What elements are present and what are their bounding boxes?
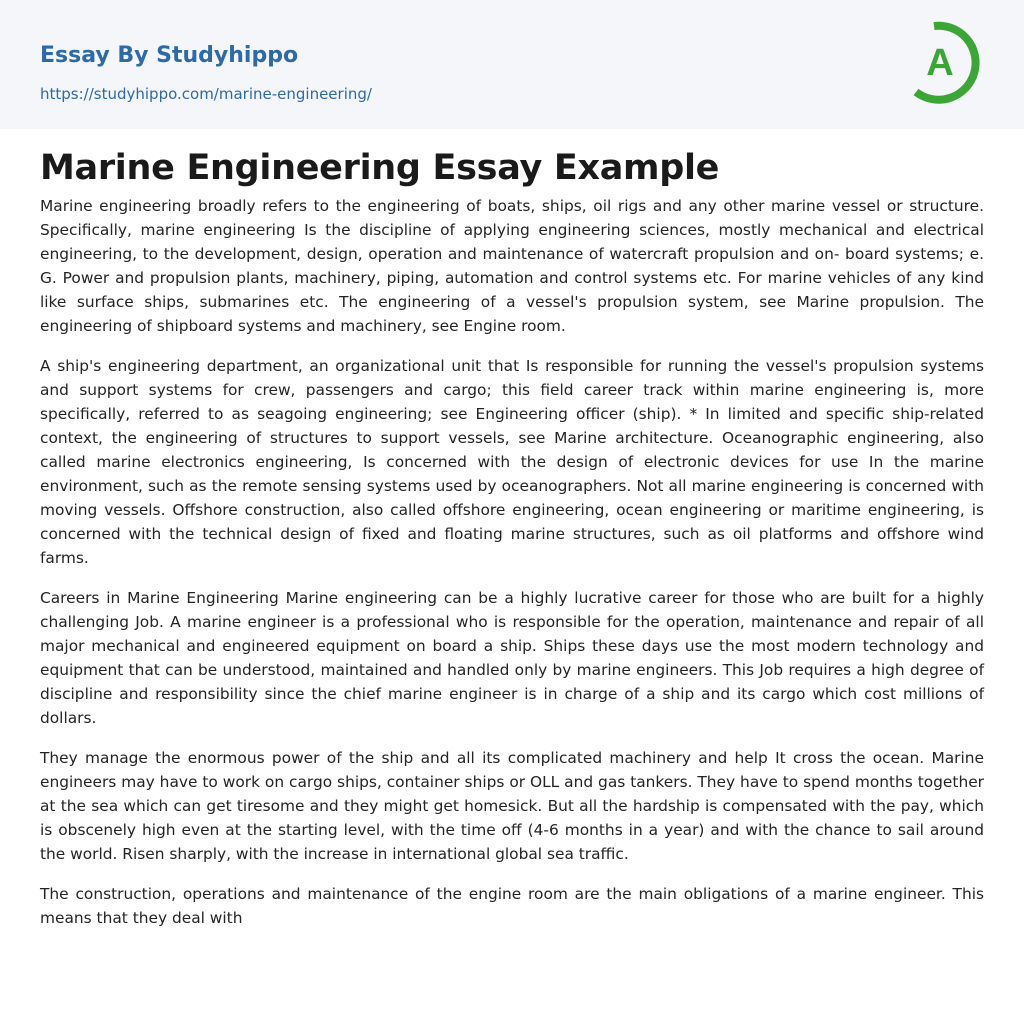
page-url-link[interactable]: https://studyhippo.com/marine-engineering/ (40, 85, 372, 103)
essay-body (40, 194, 984, 946)
page-title: Marine Engineering Essay Example (40, 148, 720, 188)
essay-paragraph: The construction, operations and maintenance of the engine room are the main obligations of a marine engineer. This means that they deal with (40, 885, 984, 927)
essay-paragraph: Careers in Marine Engineering Marine engineering can be a highly lucrative career for those who are built for a highly challenging Job. A marine engineer is a professional who is responsible for the operation, maintenance and repair of all major mechanical and engineered equipment on board a ship. Ships these days use the most modern technology and equipment that can be understood, maintained and handled only by marine engineers. This Job requires a high degree of discipline and responsibility since the chief marine engineer is in charge of a ship and its cargo which cost millions of dollars. (40, 589, 984, 727)
studyhippo-logo-icon[interactable] (904, 18, 988, 106)
essay-paragraph: A ship's engineering department, an organizational unit that Is responsible for running the vessel's propulsion systems and support systems for crew, passengers and cargo; this field career track within marine engineering is, more specifically, referred to as seagoing engineering; see Engineering officer (ship). * In limited and specific ship-related context, the engineering of structures to support vessels, see Marine architecture. Oceanographic engineering, also called marine electronics engineering, Is concerned with the design of electronic devices for use In the marine environment, such as the remote sensing systems used by oceanographers. Not all marine engineering is concerned with moving vessels. Offshore construction, also called offshore engineering, ocean engineering or maritime engineering, is concerned with the technical design of fixed and floating marine structures, such as oil platforms and offshore wind farms. (40, 357, 984, 567)
logo-letter: A (926, 42, 954, 84)
essay-paragraph: They manage the enormous power of the ship and all its complicated machinery and help It cross the ocean. Marine engineers may have to work on cargo ships, container ships or OLL and gas tankers. They have to spend months together at the sea which can get tiresome and they might get homesick. But all the hardship is compensated with the pay, which is obscenely high even at the starting level, with the time off (4-6 months in a year) and with the chance to sail around the world. Risen sharply, with the increase in international global sea traffic. (40, 749, 984, 863)
essay-paragraph: Marine engineering broadly refers to the engineering of boats, ships, oil rigs and any other marine vessel or structure. Specifically, marine engineering Is the discipline of applying engineering sciences, mostly mechanical and electrical engineering, to the development, design, operation and maintenance of watercraft propulsion and on- board systems; e. G. Power and propulsion plants, machinery, piping, automation and control systems etc. For marine vehicles of any kind like surface ships, submarines etc. The engineering of a vessel's propulsion system, see Marine propulsion. The engineering of shipboard systems and machinery, see Engine room. (40, 197, 984, 335)
brand-title[interactable]: Essay By Studyhippo (40, 43, 299, 68)
